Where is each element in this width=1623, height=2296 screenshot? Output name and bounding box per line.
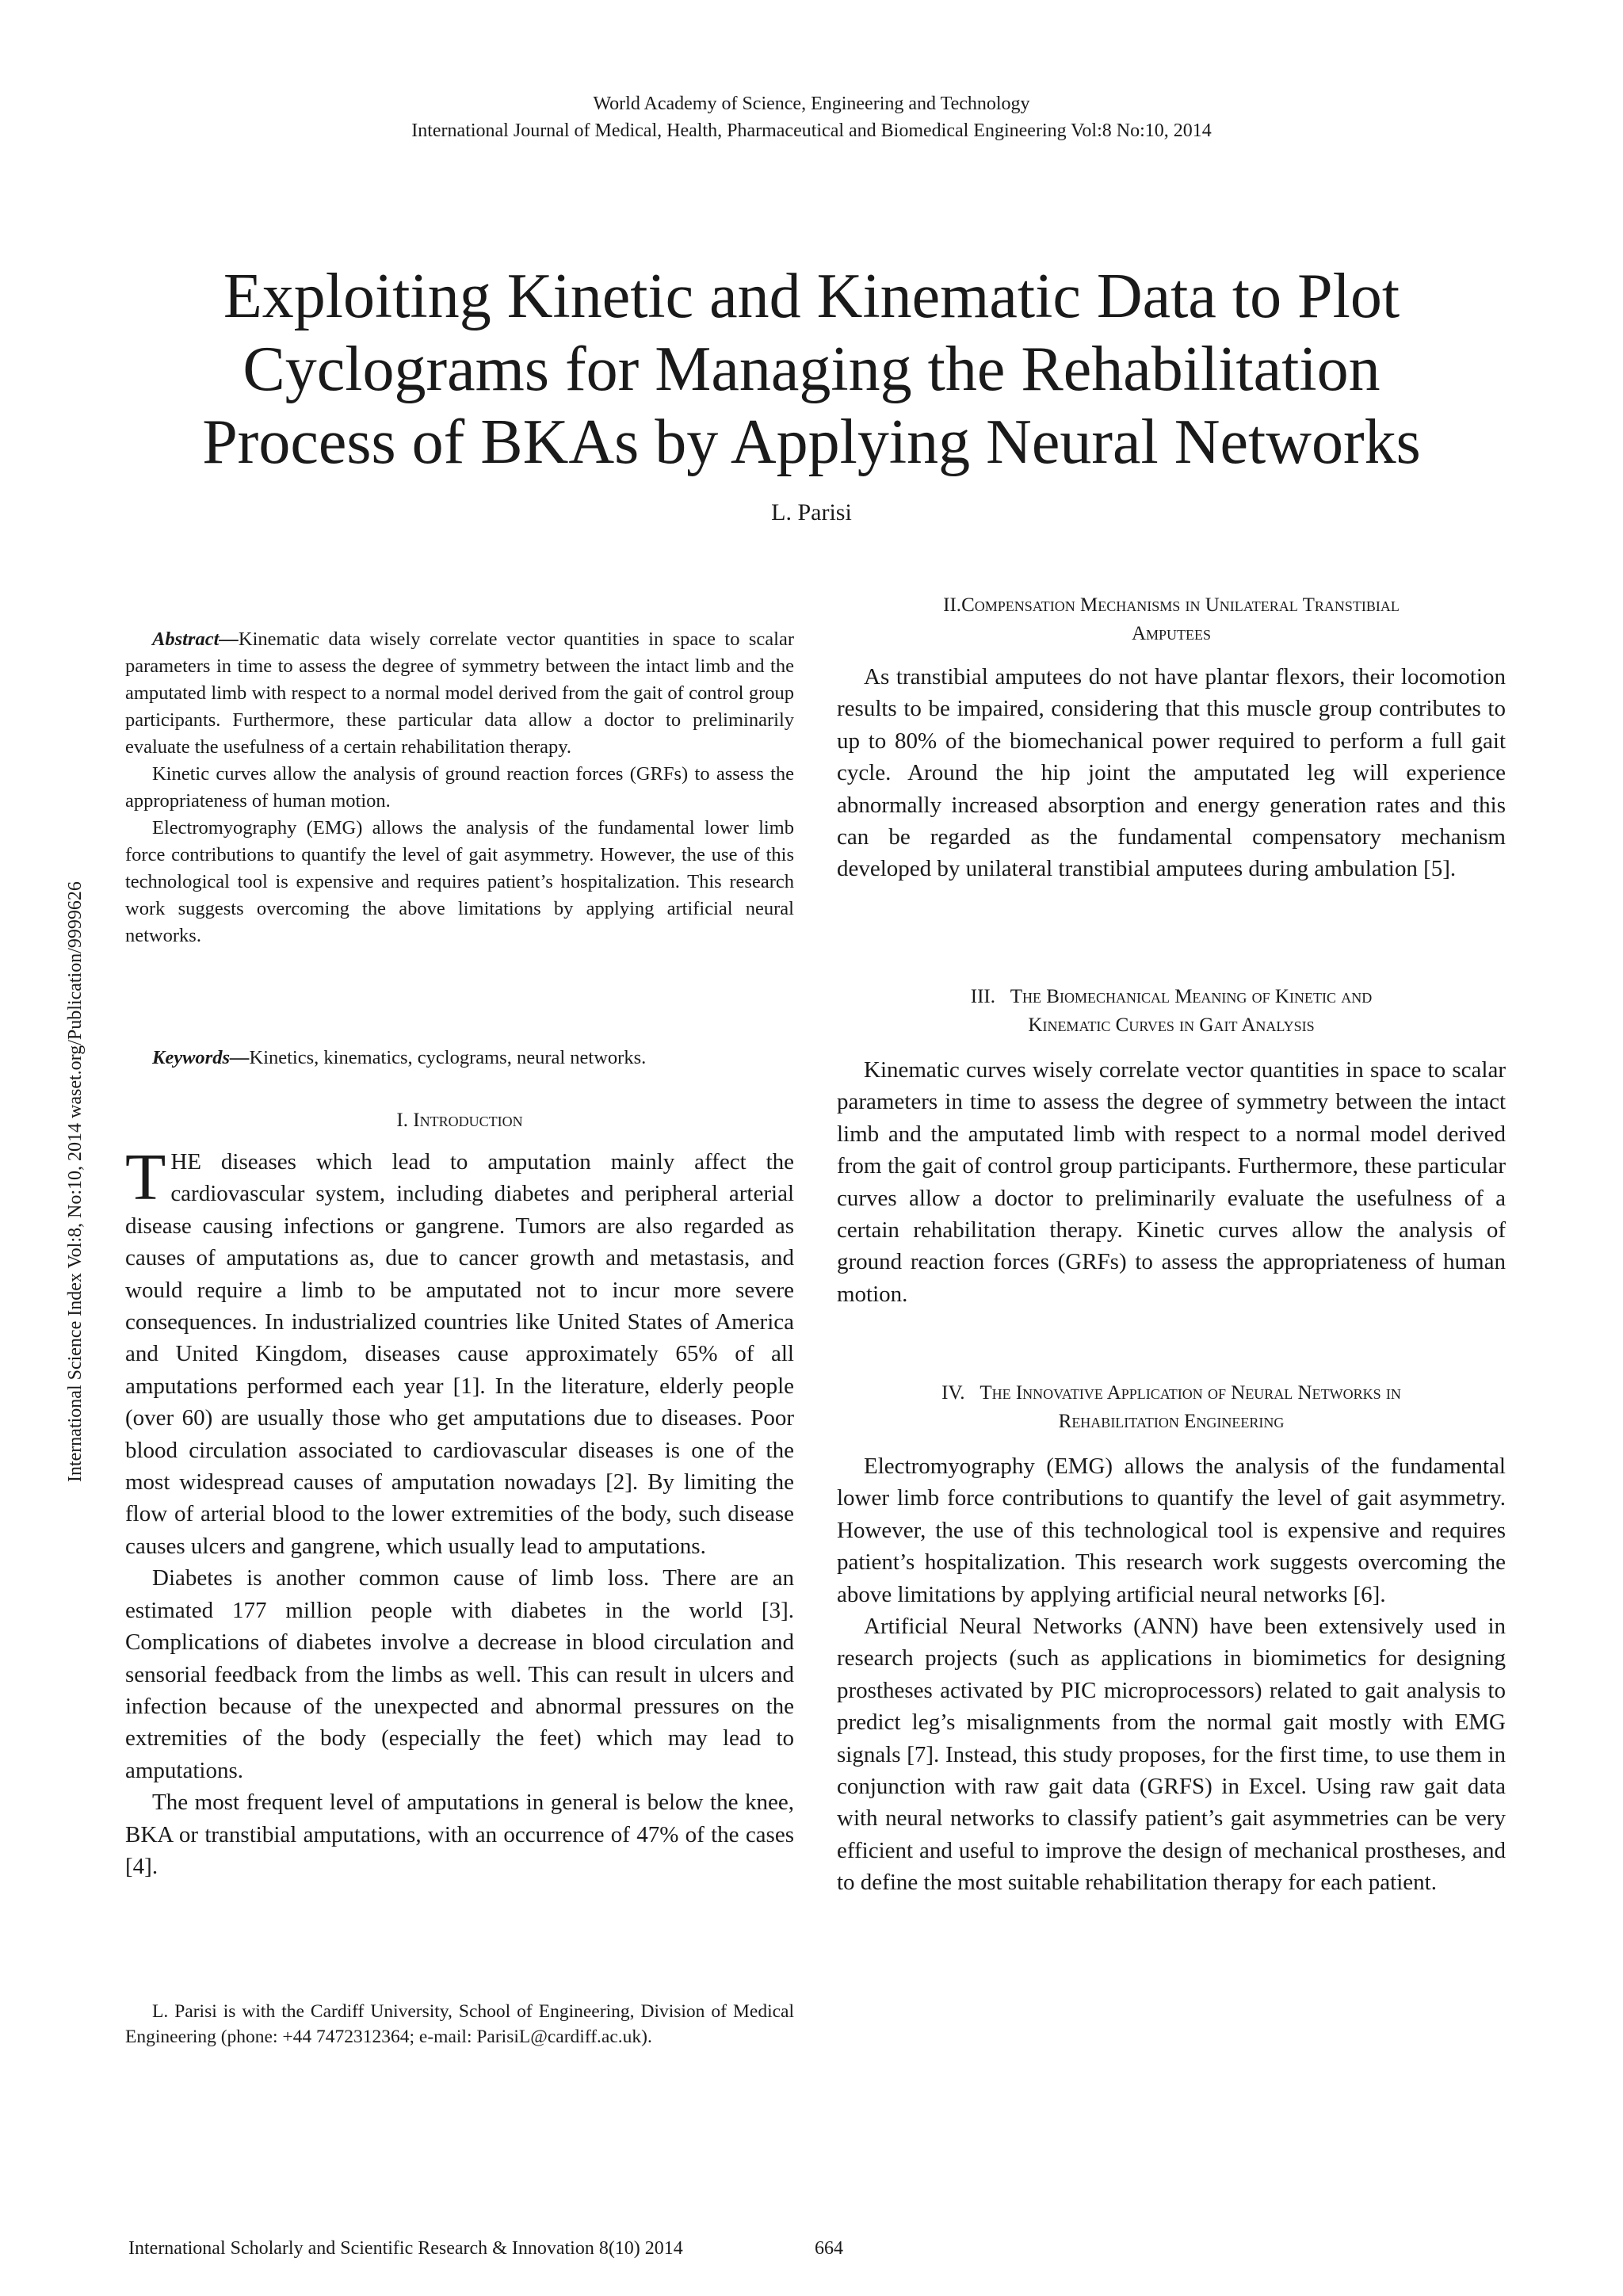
page-number: 664 — [815, 2238, 843, 2259]
side-index-text: International Science Index Vol:8, No:10, 2014 waset.org/Publication/9999626 — [65, 881, 86, 1482]
author: L. Parisi — [771, 499, 852, 525]
section-heading-compensation: II.Compensation Mechanisms in Unilateral Transtibial Amputees — [943, 594, 1400, 644]
section-heading-biomechanical: III. The Biomechanical Meaning of Kinetic and Kinematic Curves in Gait Analysis — [970, 986, 1373, 1036]
section2-paragraph: As transtibial amputees do not have plantar flexors, their locomotion results to be impaired, considering that this muscle group contributes to up to 80% of the biomechanical power required to perform a full gait cycle. Around the hip joint the amputated leg will experience abnormally increased absorption and energy generation rates and this can be regarded as the fundamental compensatory mechanism developed by unilateral transtibial amputees during ambulation [5]. — [837, 664, 1506, 882]
paper-title — [0, 260, 1623, 479]
section3-body — [837, 1054, 1506, 1310]
keywords — [125, 1045, 794, 1072]
abstract-label: Abstract— — [152, 628, 239, 650]
section4-paragraph: Electromyography (EMG) allows the analysis of the fundamental lower limb force contributions to quantify the level of gait asymmetry. However, the use of this technological tool is expensive and requires patient’s hospitalization. This research work suggests overcoming the above limitations by applying artificial neural networks [6]. — [837, 1454, 1506, 1607]
title-line: Exploiting Kinetic and Kinematic Data to Plot — [223, 262, 1400, 331]
keywords-text: Kinetics, kinematics, cyclograms, neural networks. — [249, 1047, 647, 1068]
drop-cap: T — [125, 1140, 166, 1214]
keywords-label: Keywords— — [152, 1047, 250, 1068]
section3-paragraph: Kinematic curves wisely correlate vector quantities in space to scalar parameters in time to assess the degree of symmetry between the intact limb and the amputated limb with respect to a normal model derived from the gait of control group participants. Furthermore, these particular curves allow a doctor to preliminarily evaluate the usefulness of a certain rehabilitation therapy. Kinetic curves allow the analysis of ground reaction forces (GRFs) to assess the appropriateness of human motion. — [837, 1057, 1506, 1307]
section-heading-introduction: I. Introduction — [396, 1110, 523, 1131]
footer-text: International Scholarly and Scientific Research & Innovation 8(10) 2014 — [128, 2238, 683, 2259]
title-line: Process of BKAs by Applying Neural Networks — [202, 407, 1421, 477]
intro-paragraph: HE diseases which lead to amputation mainly affect the cardiovascular system, including diabetes and peripheral arterial disease causing infections or gangrene. Tumors are also regarded as causes of amputations as, due to cancer growth and metastasis, and would require a limb to be amputated not to incur more severe consequences. In industrialized countries like United States of America and United Kingdom, diseases cause approximately 65% of all amputations performed each year [1]. In the literature, elderly people (over 60) are usually those who get amputations due to diseases. Poor blood circulation associated to cardiovascular diseases is one of the most widespread causes of amputation nowadays [2]. By limiting the flow of arterial blood to the lower extremities of the body, such disease causes ulcers and gangrene, which usually lead to amputations. — [125, 1149, 794, 1559]
footnote: L. Parisi is with the Cardiff University, School of Engineering, Division of Medical Engineering (phone: +44 7472312364; e-mail: ParisiL@cardiff.ac.uk). — [125, 2001, 794, 2047]
abstract — [125, 626, 794, 949]
journal-name: International Journal of Medical, Health, Pharmaceutical and Biomedical Engineering Vol:8 No:10, 2014 — [411, 120, 1212, 141]
abstract-text: Kinematic data wisely correlate vector quantities in space to scalar parameters in time to assess the degree of symmetry between the intact limb and the amputated limb with respect to a normal model derived from the gait of control group participants. Furthermore, these particular data allow a doctor to preliminarily evaluate the usefulness of a certain rehabilitation therapy. — [125, 628, 794, 758]
title-line: Cyclograms for Managing the Rehabilitation — [242, 334, 1381, 404]
abstract-paragraph: Electromyography (EMG) allows the analysis of the fundamental lower limb force contributions to quantify the level of gait asymmetry. However, the use of this technological tool is expensive and requires patient’s hospitalization. This research work suggests overcoming the above limitations by applying artificial neural networks. — [125, 817, 794, 946]
intro-paragraph: The most frequent level of amputations in general is below the knee, BKA or transtibial amputations, with an occurrence of 47% of the cases [4]. — [125, 1790, 794, 1879]
section4-body — [837, 1450, 1506, 1899]
section4-paragraph: Artificial Neural Networks (ANN) have been extensively used in research projects (such as applications in biomimetics for designing prostheses activated by PIC microprocessors) related to gait analysis to predict leg’s misalignments from the normal gait mostly with EMG signals [7]. Instead, this study proposes, for the first time, to use them in conjunction with raw gait data (GRFS) in Excel. Using raw gait data with neural networks to classify patient’s gait asymmetries can be very efficient and useful to improve the design of mechanical prostheses, and to define the most suitable rehabilitation therapy for each patient. — [837, 1614, 1506, 1896]
introduction-body — [125, 1140, 794, 1882]
section2-body — [837, 661, 1506, 885]
section-heading-neural-networks: IV. The Innovative Application of Neural Networks in Rehabilitation Engineering — [941, 1382, 1401, 1432]
abstract-paragraph: Kinetic curves allow the analysis of ground reaction forces (GRFs) to assess the appropriateness of human motion. — [125, 763, 794, 812]
intro-paragraph: Diabetes is another common cause of limb loss. There are an estimated 177 million people with diabetes in the world [3]. Complications of diabetes involve a decrease in blood circulation and sensorial feedback from the limbs as well. This can result in ulcers and infection because of the unexpected and abnormal pressures on the extremities of the body (especially the feet) which may lead to amputations. — [125, 1565, 794, 1783]
journal-publisher: World Academy of Science, Engineering and Technology — [593, 94, 1030, 114]
